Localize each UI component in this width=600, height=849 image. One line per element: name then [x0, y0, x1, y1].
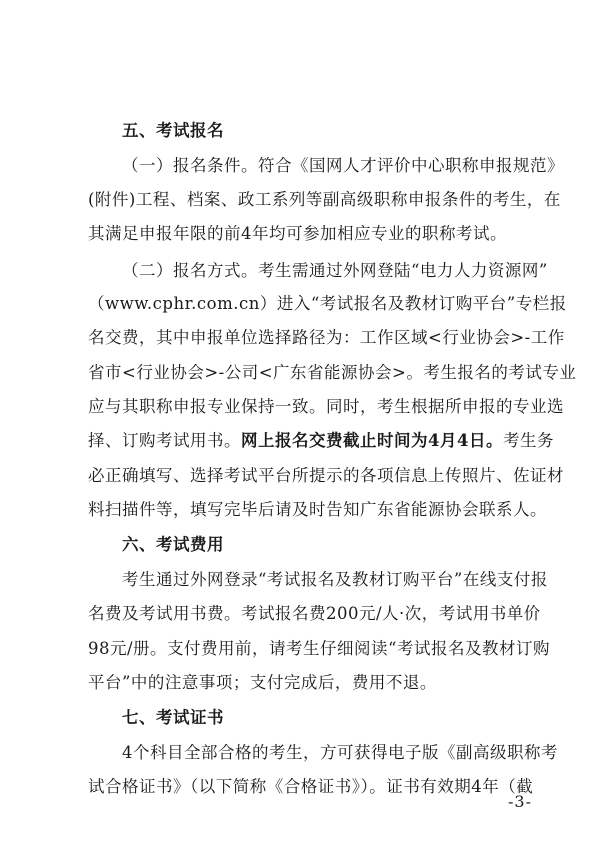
- paragraph-line: （www.cphr.com.cn）进入“考试报名及教材订购平台”专栏报: [88, 294, 567, 313]
- paragraph-line: 其满足申报年限的前4年均可参加相应专业的职称考试。: [88, 224, 507, 243]
- section-heading-certificate: 七、考试证书: [122, 708, 224, 727]
- deadline-emphasis: 网上报名交费截止时间为4月4日。: [241, 431, 503, 450]
- paragraph-line: （一）报名条件。符合《国网人才评价中心职称申报规范》: [122, 156, 564, 175]
- paragraph-text: 择、订购考试用书。: [88, 431, 241, 450]
- section-heading-registration: 五、考试报名: [122, 121, 224, 140]
- paragraph-line: 料扫描件等，填写完毕后请及时告知广东省能源协会联系人。: [88, 500, 547, 519]
- paragraph-line: 98元/册。支付费用前，请考生仔细阅读“考试报名及教材订购: [88, 639, 550, 658]
- paragraph-line: 考生通过外网登录“考试报名及教材订购平台”在线支付报: [122, 570, 548, 589]
- section-heading-fees: 六、考试费用: [122, 535, 224, 554]
- paragraph-line: 省市<行业协会>-公司<广东省能源协会>。考生报名的考试专业: [88, 363, 577, 382]
- paragraph-line: 平台”中的注意事项；支付完成后，费用不退。: [88, 673, 437, 692]
- paragraph-line: 4个科目全部合格的考生，方可获得电子版《副高级职称考: [122, 743, 558, 762]
- page-number: -3-: [508, 792, 532, 811]
- paragraph-line: 试合格证书》（以下简称《合格证书》）。证书有效期4年（截: [88, 777, 534, 796]
- paragraph-line: (附件)工程、档案、政工系列等副高级职称申报条件的考生，在: [88, 190, 561, 209]
- paragraph-line: 名交费，其中申报单位选择路径为：工作区域<行业协会>-工作: [88, 328, 565, 347]
- paragraph-line: [0, 429, 600, 453]
- paragraph-line: （二）报名方式。考生需通过外网登陆“电力人力资源网”: [122, 261, 548, 280]
- paragraph-line: 必正确填写、选择考试平台所提示的各项信息上传照片、佐证材: [88, 466, 564, 485]
- paragraph-text: 考生务: [502, 431, 554, 450]
- paragraph-line: 应与其职称申报专业保持一致。同时，考生根据所申报的专业选: [88, 397, 564, 416]
- paragraph-line: 名费及考试用书费。考试报名费200元/人·次，考试用书单价: [88, 604, 541, 623]
